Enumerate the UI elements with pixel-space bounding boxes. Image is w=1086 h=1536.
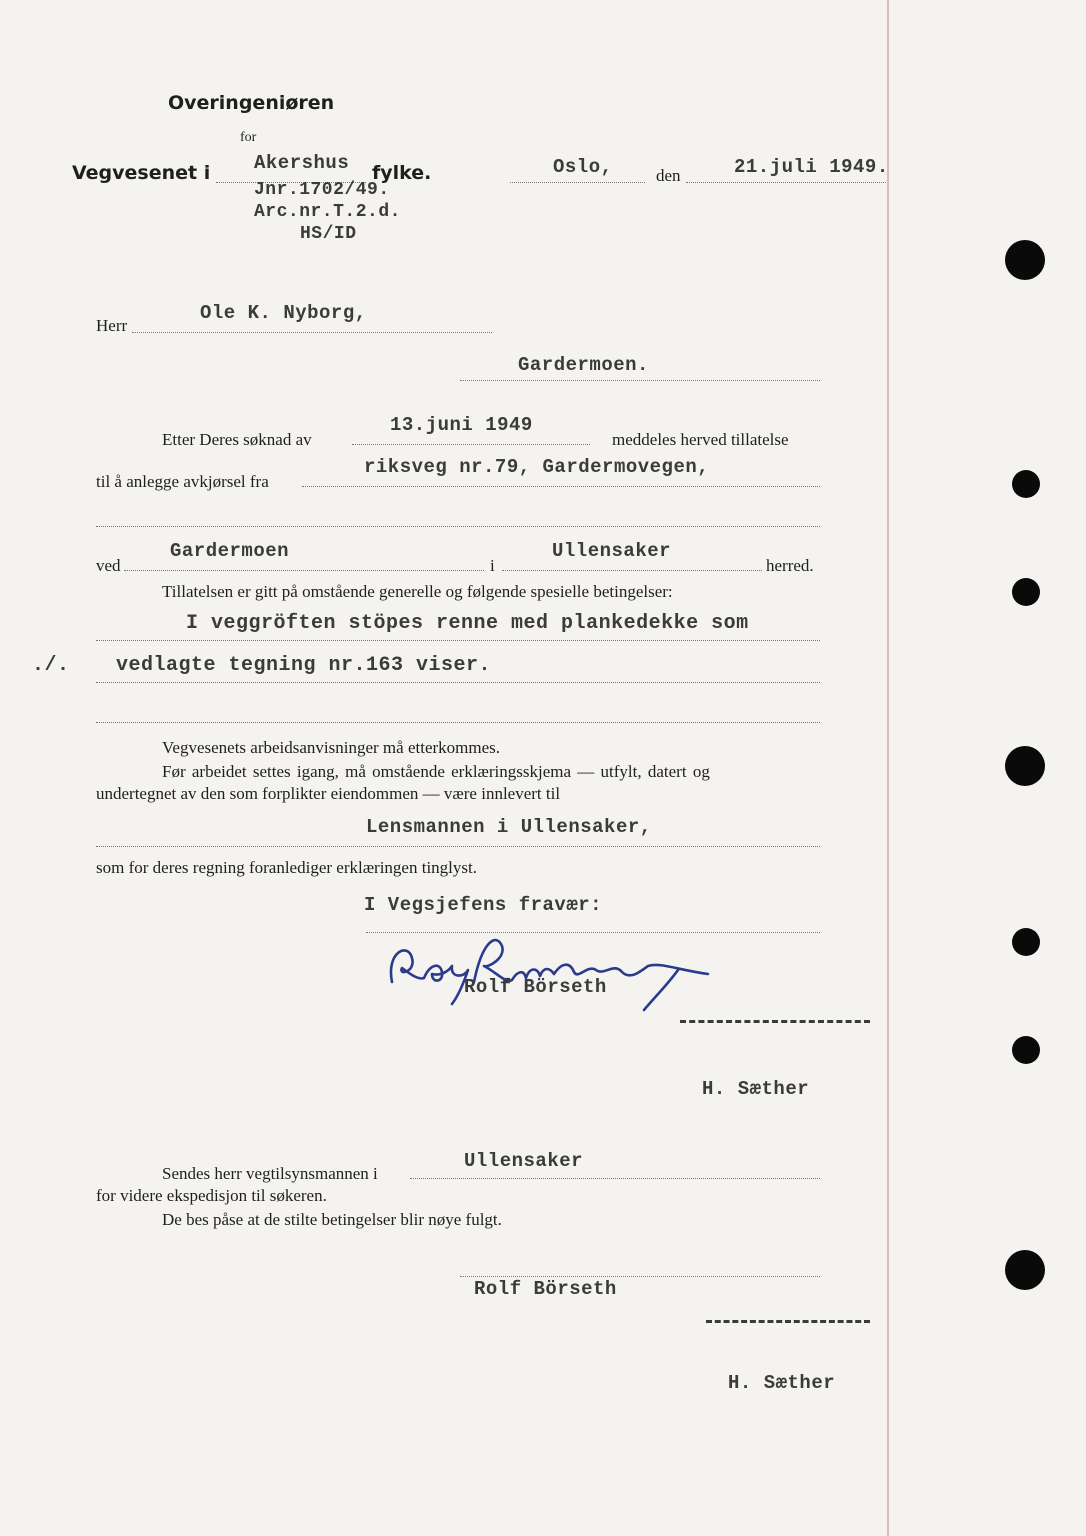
access-road: riksveg nr.79, Gardermovegen, <box>364 456 710 478</box>
municipality-prefix: i <box>490 556 495 575</box>
conditions-intro: Tillatelsen er gitt på omstående generelle og følgende spesielle betingelser: <box>162 582 673 601</box>
blank-dotted-line <box>96 526 820 527</box>
condition-line: I veggröften stöpes renne med plankedekke som <box>186 612 749 635</box>
punch-hole <box>1012 928 1040 956</box>
location-prefix: ved <box>96 556 121 575</box>
county-suffix: fylke. <box>372 162 432 184</box>
punch-hole <box>1012 578 1040 606</box>
letterhead-for: for <box>240 130 257 145</box>
ref-line: HS/ID <box>300 224 357 244</box>
date-typed: 21.juli 1949. <box>734 156 889 178</box>
forwarding-line: Sendes herr vegtilsynsmannen i <box>162 1164 378 1183</box>
condition-dotted-line <box>96 640 820 641</box>
access-dotted-line <box>302 486 820 487</box>
salutation: Herr <box>96 316 128 335</box>
instructions-line: Vegvesenets arbeidsanvisninger må etterkommes. <box>162 738 501 757</box>
recipient-name: Ole K. Nyborg, <box>200 302 367 324</box>
deliver-dotted-line <box>96 846 820 847</box>
punch-hole <box>1005 240 1045 280</box>
recipient-dotted-line <box>132 332 492 333</box>
instructions-line: Før arbeidet settes igang, må omstående erklæringsskjema — utfylt, datert og <box>162 762 710 781</box>
forwarding-sign-dotted-line <box>460 1276 820 1277</box>
forwarding-place: Ullensaker <box>464 1150 584 1172</box>
application-suffix: meddeles herved tillatelse <box>612 430 789 449</box>
location-typed: Gardermoen <box>170 540 290 562</box>
forwarding-second-signer: H. Sæther <box>728 1372 836 1394</box>
dashed-line <box>680 1020 870 1023</box>
forwarding-line: for videre ekspedisjon til søkeren. <box>96 1186 327 1205</box>
signer-name: Rolf Börseth <box>464 976 607 998</box>
application-date: 13.juni 1949 <box>390 414 533 436</box>
municipality-dotted-line <box>502 570 762 571</box>
location-dotted-line <box>124 570 484 571</box>
punch-hole <box>1012 1036 1040 1064</box>
letterhead-title: Overingeniøren <box>168 92 335 114</box>
municipality-typed: Ullensaker <box>552 540 672 562</box>
recipient-address: Gardermoen. <box>518 354 649 376</box>
forwarding-signer: Rolf Börseth <box>474 1278 617 1300</box>
condition-dotted-line <box>96 722 820 723</box>
place-typed: Oslo, <box>553 156 613 178</box>
condition-line: vedlagte tegning nr.163 viser. <box>116 654 492 677</box>
application-date-dotted-line <box>352 444 590 445</box>
letterhead-org: Vegvesenet i <box>72 162 211 184</box>
red-margin-line <box>887 0 889 1536</box>
deliver-to: Lensmannen i Ullensaker, <box>366 816 652 838</box>
access-prefix: til å anlegge avkjørsel fra <box>96 472 269 491</box>
instructions-line: undertegnet av den som forplikter eiendommen — være innlevert til <box>96 784 561 803</box>
place-dotted-line <box>510 182 645 183</box>
forwarding-dotted-line <box>410 1178 820 1179</box>
absence-note: I Vegsjefens fravær: <box>364 894 603 916</box>
date-dotted-line <box>686 182 886 183</box>
county-typed: Akershus <box>254 152 350 174</box>
punch-hole <box>1005 1250 1045 1290</box>
ref-line: Arc.nr.T.2.d. <box>254 202 401 222</box>
ref-line: Jnr.1702/49. <box>254 180 390 200</box>
municipality-suffix: herred. <box>766 556 814 575</box>
application-prefix: Etter Deres søknad av <box>162 430 312 449</box>
punch-hole <box>1012 470 1040 498</box>
address-dotted-line <box>460 380 820 381</box>
second-signer: H. Sæther <box>702 1078 810 1100</box>
punch-hole <box>1005 746 1045 786</box>
dashed-line <box>706 1320 870 1323</box>
forwarding-line: De bes påse at de stilte betingelser blir nøye fulgt. <box>162 1210 502 1229</box>
margin-mark: ./. <box>32 654 70 677</box>
handwritten-signature <box>378 922 718 1012</box>
date-label: den <box>656 166 681 185</box>
condition-dotted-line <box>96 682 820 683</box>
registration-line: som for deres regning foranlediger erklæringen tinglyst. <box>96 858 477 877</box>
